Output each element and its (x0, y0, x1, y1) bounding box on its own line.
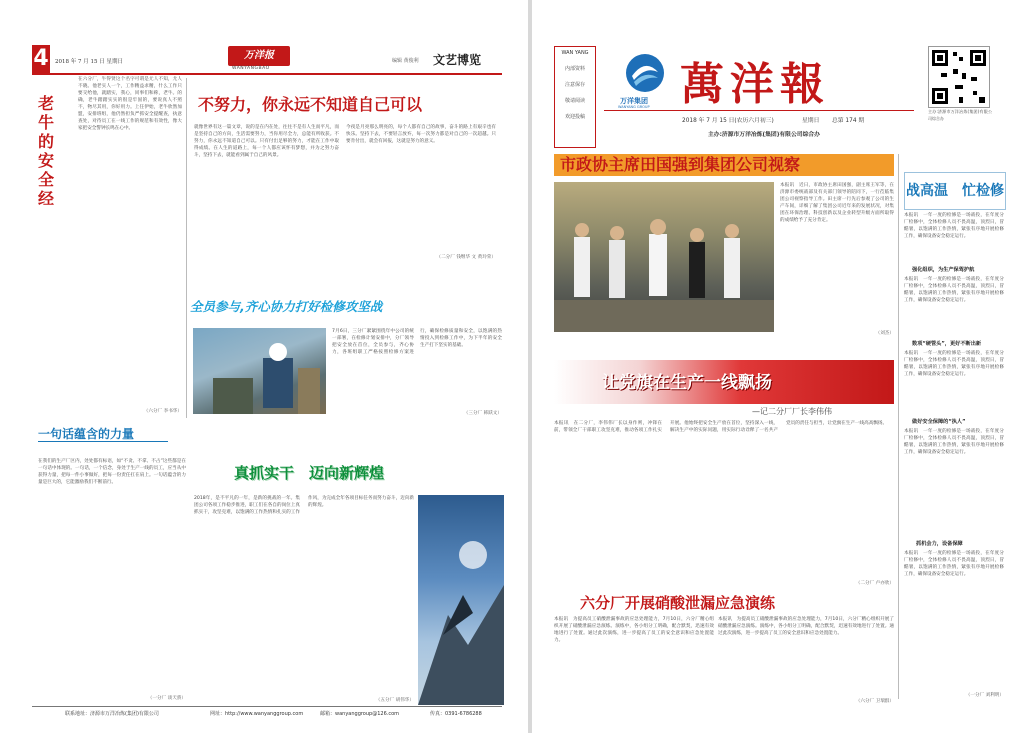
col-divider-right (898, 154, 899, 699)
drill-text-2: 本报讯 为提高员工硝酸泄漏事故的应急处理能力，7月10日，六分厂精心组织开展了硝酸泄漏应急演练。演练中，各小组分工明确，配合默契，迅速有效地进行了处置。通过此次演练，进一步提高了员工的安全意识和应急处置能力。 (718, 617, 894, 636)
ident-label: WAN YANG (561, 50, 589, 56)
nav-item-1: 注意保存 (564, 82, 585, 88)
logo-sub: WANYANGBAO (232, 66, 270, 71)
footer-rule (32, 706, 502, 707)
worker-illustration-icon (193, 328, 326, 414)
center-author: （二分厂 钱继华 文 黄玲荣） (436, 255, 496, 260)
col-divider-1 (186, 78, 187, 418)
weekday: 星期日 (802, 118, 820, 124)
hot-author: （一分厂 刘利明） (965, 693, 1004, 698)
qr-code-icon (929, 47, 989, 107)
work-title: 真抓实干 迈向新辉煌 (234, 464, 385, 482)
drill-author: （六分厂 卫瑞群） (855, 699, 894, 704)
hot-sub2: 数项“硬管头”，更好不断出新 (912, 341, 982, 347)
hot-text-4: 本报讯 一年一度的检修是一场战役，在年度分厂检修中，全体检修人员不畏高温，顶烈日，冒酷暑，以饱满的工作热情，紧张有序地开展检修工作，确保设备安全稳定运行。 (904, 429, 1004, 455)
party-title: 让党旗在生产一线飘扬 (602, 373, 772, 393)
center-text-2: 今夜是月亮那么明亮的，每个人都有自己的故事，奋斗的路上有艰辛也有快乐。坚持下去，不要轻言放弃，每一次努力都是对自己的一次超越。只要肯付出，就会有回报，这就是努力的意义。 (346, 125, 496, 144)
party-author: （二分厂 卢亦欣） (855, 581, 894, 586)
issue-date: 2018 年 7 月 15 日(农历六月初三) (682, 118, 774, 124)
proverb-author: （一分厂 谈天骄） (147, 696, 186, 701)
nav-item-2: 敬请阅读 (564, 98, 585, 104)
mountain-climber-icon (418, 495, 504, 705)
party-text: 本报讯 在二分厂，李伟伟厂长以身作则，冲锋在前，带领全厂干部职工攻坚克难，推动各项工作扎实开展。他始终把安全生产放在首位，坚持深入一线，解决生产中的实际问题，用实际行动诠释了一名共产党员的责任与担当，让党旗在生产一线高高飘扬。 (554, 421, 888, 433)
nav-item-0: 内部资料 (564, 66, 585, 72)
drill-title: 六分厂开展硝酸泄漏应急演练 (580, 594, 776, 612)
safety-title: 全员参与,齐心协力打好检修攻坚战 (190, 299, 383, 314)
proverb-title: 一句话蕴含的力量 (38, 427, 135, 441)
mountain-photo (418, 495, 504, 705)
hot-sub3: 做好安全保障的“执人” (912, 419, 966, 425)
visitors-group-icon (554, 182, 774, 332)
header-rule (32, 73, 502, 75)
lead-photo (554, 182, 774, 332)
group-logo (624, 52, 666, 94)
publisher: 主办:济源市万洋冶炼(集团)有限公司综合办 (708, 132, 820, 138)
safety-photo (193, 328, 326, 414)
footer-tel: 传真：0391-6786288 (430, 711, 482, 717)
hot-text-5: 本报讯 一年一度的检修是一场战役，在年度分厂检修中，全体检修人员不畏高温，顶烈日，冒酷暑，以饱满的工作热情，紧张有序地开展检修工作，确保设备安全稳定运行。 (904, 551, 1004, 577)
hot-text: 本报讯 一年一度的检修是一场战役，在年度分厂检修中，全体检修人员不畏高温，顶烈日，冒酷暑，以饱满的工作热情，紧张有序地开展检修工作，确保设备安全稳定运行。 (904, 213, 1004, 239)
ident-box (554, 46, 596, 148)
masthead: 萬洋報 (680, 59, 830, 110)
vertical-title: 老牛的安全经 (38, 94, 55, 208)
logo-text: 万洋报 (244, 50, 274, 61)
safety-author: （三分厂 韩跃文） (463, 411, 502, 416)
hot-box (904, 172, 1006, 210)
work-text: 2018年，是不平凡的一年，是新的挑战的一年。集团公司各项工作稳步推进，职工们在各自的岗位上真抓实干，攻坚克难，以饱满的工作热情和扎实的工作作风，为完成全年各项目标任务而努力奋斗，迈向新的辉煌。 (194, 496, 414, 515)
center-text: 就像世界有这一篇文章，说的是在内在处，往往不是有人生而平凡，而是坚持自己的方向，生活需要努力，当你用尽全力，总能有所收获。不努力，你永远不知道自己可以。只有付出足够的努力，才能在工作中取得成绩。在人生的道路上，每一个人都应该怀有梦想，并为之努力奋斗，坚持下去，就能看到属于自己的风景。 (194, 125, 339, 158)
nav-item-3: 欢迎投稿 (564, 114, 585, 120)
footer-org: 联系地址：济源市万洋冶炼(集团)有限公司 (65, 711, 159, 717)
proverb-rule (38, 441, 168, 442)
col1-text: 在六分厂，牛得贤这个名字可谓是尤人不知，尤人不晓。他老实人一个，工作精益求精，什么工作只要交给他，就踏实，我心，同事们和称，老牛。的确，老牛踏踏实实的很是牢固的，要说真人不照不，物尽其用，你好用力。上任伊始，老牛欣然加盟，安排班组，他仍然担负严抓安全提醒查，执意查处，对待员工在一线工作的规范和有效性，像大家把安全警钟长鸣在心中。 (78, 77, 182, 131)
qr-code (928, 46, 990, 108)
masthead-rule (604, 110, 914, 111)
center-title: 不努力，你永远不知道自己可以 (198, 95, 423, 114)
footer-mail: 邮箱：wanyanggroup@126.com (320, 711, 400, 717)
editor-label: 编辑 黄俊利 (392, 58, 419, 64)
lead-title: 市政协主席田国强到集团公司视察 (560, 155, 801, 174)
page-date: 2018 年 7 月 15 日 星期日 (55, 59, 123, 65)
qr-caption: 主办:济源市万洋冶炼(集团)有限公司综合办 (928, 109, 992, 121)
drill-text: 本报讯 为提高员工硝酸泄漏事故的应急处理能力，7月10日，六分厂精心组织开展了硝酸泄漏应急演练。演练中，各小组分工明确，配合默契，迅速有效地进行了处置。通过此次演练，进一步提高了员工的安全意识和应急处置能力。 (554, 617, 714, 643)
section-title: 文艺博览 (433, 53, 482, 67)
work-author: （五分厂 胡伟华） (375, 698, 414, 703)
hot-title: 战高温 忙检修 (906, 183, 1004, 199)
issue-no: 总第 174 期 (832, 118, 865, 124)
safety-text: 7月6日，三分厂紧紧围绕年中公司的统一部署，在检修计划安排中，分厂领导把安全放在首位，全员参与，齐心协力，各班组职工严格按照检修方案进行，确保检修质量和安全，以饱满的热情投入到检修工作中，为下半年的安全生产打下坚实的基础。 (332, 329, 502, 355)
col1-author: （六分厂 李书华） (143, 409, 182, 414)
proverb-text: 在我们的生产厂区内，处处都有标语，如“不贪、不拿、不占”这些都是在一句话中体现的。一句话，一个信念，身处于生产一线的员工，应当从中获得力量，把每一件小事做好，把每一份责任扛在肩上。一句话蕴含的力量是巨大的，它能激励我们不断前行。 (38, 459, 186, 485)
lead-text: 本报讯 近日，市政协主席田国强，副主席王军等，在济源市委统战部及有关部门领导的陪同下，一行莅临集团公司视察指导工作。田主席一行先后参观了公司的生产车间，详细了解了集团公司近年来的发展状况，对集团在环保治理、科技创新以及企业转型升级方面所取得的成绩给予了充分肯定。 (780, 183, 894, 223)
hot-sub4: 抓机会力，设备保障 (916, 541, 963, 547)
lead-author: （刘杰） (875, 331, 894, 336)
hot-text-2: 本报讯 一年一度的检修是一场战役，在年度分厂检修中，全体检修人员不畏高温，顶烈日，冒酷暑，以饱满的工作热情，紧张有序地开展检修工作，确保设备安全稳定运行。 (904, 277, 1004, 303)
party-subtitle: —记二分厂厂长李伟伟 (752, 407, 832, 416)
page-number-badge: 4 (33, 46, 49, 71)
group-sub: WANYANG GROUP (618, 105, 650, 109)
page-1 (532, 0, 1036, 733)
hot-sub1: 强化组织，为生产保驾护航 (912, 267, 975, 273)
logo-box (228, 46, 290, 66)
wanyang-logo-icon (624, 52, 666, 94)
hot-text-3: 本报讯 一年一度的检修是一场战役，在年度分厂检修中，全体检修人员不畏高温，顶烈日，冒酷暑，以饱满的工作热情，紧张有序地开展检修工作，确保设备安全稳定运行。 (904, 351, 1004, 377)
footer-web: 网址：http://www.wanyanggroup.com (210, 711, 304, 717)
group-name: 万洋集团 (620, 97, 648, 105)
